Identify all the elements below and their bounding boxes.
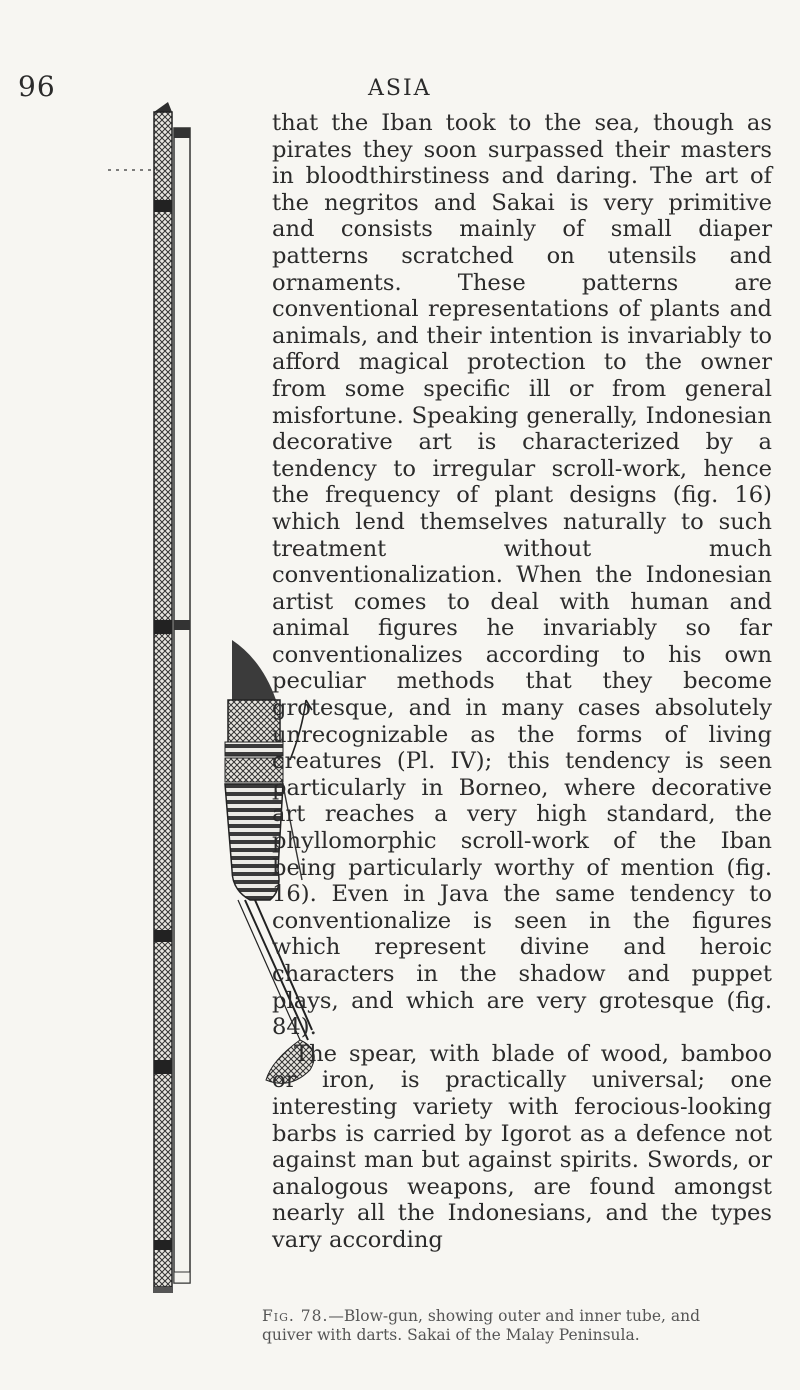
page-number: 96 [18, 70, 56, 103]
paragraph: that the Iban took to the sea, though as pirates they soon surpassed their masters in bloodthirstiness and daring. The art of the negritos and Sakai is very primitive and consists mainly of small diaper patterns scratched on utensils and ornaments. These patterns are conventional representations of plants and animals, and their intention is invariably to afford magical protection to the owner from some specific ill or from general misfortune. Speaking generally, Indonesian decorative art is characterized by a tendency to irregular scroll-work, hence the frequency of plant designs (fig. 16) which lend themselves naturally to such treatment without much conventionalization. When the Indonesian artist comes to deal with human and animal figures he invariably so far conventionalizes according to his own peculiar methods that they become grotesque, and in many cases absolutely unrecognizable as the forms of living creatures (Pl. IV); this tendency is seen particularly in Borneo, where decorative art reaches a very high standard, the phyllomorphic scroll-work of the Iban being particularly worthy of mention (fig. 16). Even in Java the same tendency to conventionalize is seen in the figures which represent divine and heroic characters in the shadow and puppet plays, and which are very grotesque (fig. 84). [272, 110, 772, 1041]
body-text [272, 110, 772, 1254]
outer-tube [153, 102, 173, 1293]
figure-caption-text: —Blow-gun, showing outer and inner tube, and quiver with darts. Sakai of the Malay Peninsula. [262, 1307, 701, 1344]
figure-caption [262, 1307, 732, 1345]
paragraph: The spear, with blade of wood, bamboo or iron, is practically universal; one interesting variety with ferocious-looking barbs is carried by Igorot as a defence not against man but against spirits. Swords, or analogous weapons, are found amongst nearly all the Indonesians, and the types vary according [272, 1040, 772, 1253]
running-head: ASIA [368, 76, 432, 101]
figure-label: Fig. 78. [262, 1307, 329, 1325]
inner-tube [174, 128, 190, 1283]
